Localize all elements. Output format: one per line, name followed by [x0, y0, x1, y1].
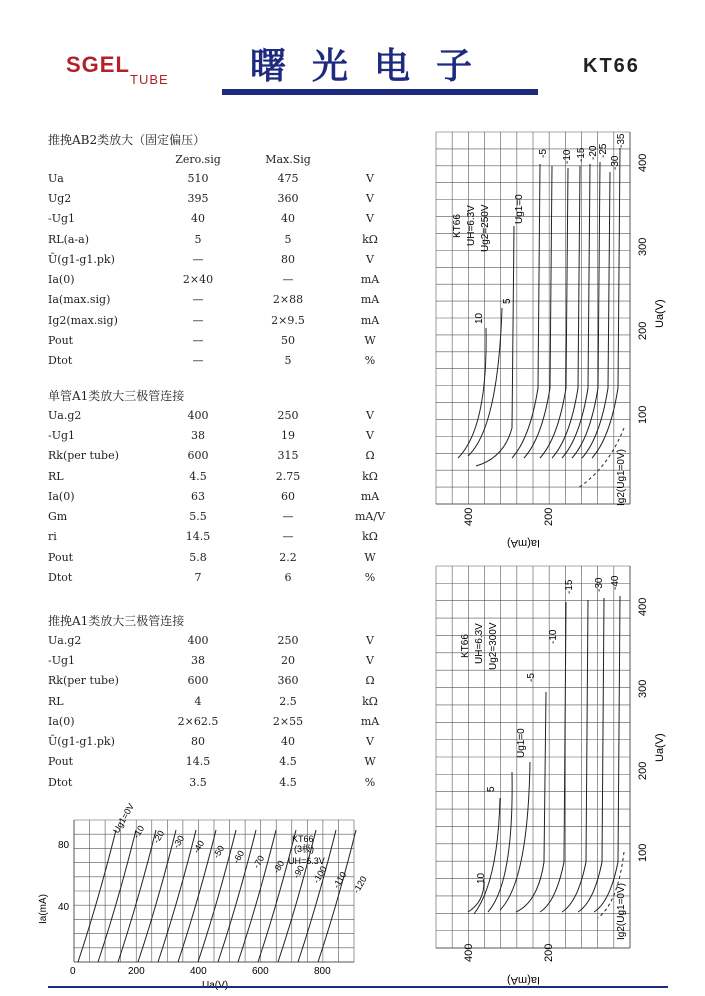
- value-a-cell: 2×40: [182, 273, 214, 287]
- value-b-cell: 19: [281, 428, 295, 442]
- chart1-series-label: 10: [474, 312, 485, 324]
- param-cell: ri: [48, 530, 57, 544]
- chart2-ytick: 200: [637, 761, 649, 780]
- chart3-series-label: -70: [251, 853, 267, 870]
- table-row: [48, 567, 412, 587]
- table-row: [48, 290, 412, 310]
- value-b-cell: 2×9.5: [271, 313, 305, 327]
- table-row: [48, 650, 412, 670]
- chart2-series-label: -30: [594, 577, 605, 592]
- chart2-ylabel: Ua(V): [654, 733, 666, 762]
- value-a-cell: 14.5: [185, 530, 211, 544]
- chart2-curve: [474, 798, 500, 914]
- chart3-series-label: -30: [171, 833, 187, 850]
- value-b-cell: 250: [277, 408, 299, 422]
- table-row: [48, 209, 412, 229]
- value-b-cell: 60: [281, 489, 295, 503]
- table-row: [48, 547, 412, 567]
- param-cell: Ia(0): [48, 714, 75, 728]
- value-a-cell: 2×62.5: [177, 714, 219, 728]
- table-row: [48, 486, 412, 506]
- table-row: [48, 506, 412, 526]
- chart3-curve: [78, 830, 116, 962]
- chart2-xlabel: Ia(mA): [507, 974, 540, 986]
- chart1-xtick: 400: [463, 507, 475, 526]
- chart2-labels: [460, 575, 666, 986]
- chart3-xtick: 800: [314, 966, 331, 977]
- chart2-series-label: -5: [526, 673, 537, 682]
- value-a-cell: 600: [187, 449, 209, 463]
- value-b-cell: 2×55: [272, 714, 304, 728]
- value-a-cell: 3.5: [189, 775, 207, 789]
- chart3-legend: UH=6.3V: [288, 856, 325, 866]
- chart3-series-label: -110: [331, 869, 349, 890]
- table-row: [48, 269, 412, 289]
- spec-table-pushpull-a1: [48, 630, 412, 792]
- value-a-cell: 5.8: [189, 550, 207, 564]
- chart2-curve: [500, 762, 530, 910]
- unit-cell: V: [366, 735, 374, 749]
- chart2-legend: KT66: [460, 634, 471, 658]
- chart3-ytick: 40: [58, 902, 70, 913]
- value-a-cell: 40: [191, 212, 205, 226]
- unit-cell: V: [366, 408, 374, 422]
- col-header-max-sig: Max.Sig: [265, 152, 311, 166]
- chart3-xtick: 600: [252, 966, 269, 977]
- table-row: [48, 249, 412, 269]
- model-name: KT66: [583, 55, 640, 77]
- section-title-ab2: 推挽AB2类放大（固定偏压）: [48, 133, 206, 147]
- table-row: [48, 711, 412, 731]
- unit-cell: kΩ: [362, 232, 378, 246]
- param-cell: Ia(0): [48, 273, 75, 287]
- unit-cell: Ω: [365, 674, 375, 688]
- param-cell: Ug2: [48, 191, 72, 205]
- param-cell: Ū(g1-g1.pk): [48, 252, 115, 266]
- section-title-pushpull-a1: 推挽A1类放大三极管连接: [48, 614, 185, 628]
- unit-cell: kΩ: [362, 469, 378, 483]
- chart1-legend: KT66: [452, 214, 463, 238]
- param-cell: Ua.g2: [48, 408, 82, 422]
- value-b-cell: 40: [281, 212, 295, 226]
- chart2-curve: [488, 772, 512, 912]
- chart3-series-label: -40: [191, 838, 207, 855]
- unit-cell: V: [366, 212, 374, 226]
- value-b-cell: 360: [277, 674, 299, 688]
- value-a-cell: 4: [194, 694, 202, 708]
- param-cell: -Ug1: [48, 428, 76, 442]
- chart-pentode-ug2-300: [428, 562, 678, 987]
- chart-triode: [30, 801, 369, 992]
- chart1-ytick: 200: [637, 321, 649, 340]
- unit-cell: W: [364, 755, 376, 769]
- chart1-grid: [436, 132, 630, 504]
- chart2-series-label: -40: [610, 575, 621, 590]
- value-b-cell: —: [282, 273, 294, 287]
- param-cell: Gm: [48, 510, 68, 524]
- chart3-curve: [118, 830, 156, 962]
- chart2-curve: [578, 598, 604, 912]
- param-cell: Ia(0): [48, 489, 75, 503]
- unit-cell: W: [364, 334, 376, 348]
- chart3-legend: KT66: [292, 834, 314, 844]
- chart2-legend: UH=6.3V: [474, 623, 485, 664]
- table-row: [48, 466, 412, 486]
- unit-cell: V: [366, 428, 374, 442]
- chart1-series-label: -35: [616, 133, 627, 148]
- chart3-series-label: -120: [351, 874, 369, 895]
- chart1-labels: [452, 133, 666, 549]
- unit-cell: V: [366, 191, 374, 205]
- value-a-cell: 395: [187, 191, 209, 205]
- chart3-series-label: -90: [291, 863, 307, 880]
- chart1-ytick: 300: [637, 237, 649, 256]
- value-a-cell: 400: [187, 408, 209, 422]
- value-b-cell: 5: [284, 354, 292, 368]
- table-row: [48, 691, 412, 711]
- chart1-xtick: 200: [543, 507, 555, 526]
- unit-cell: V: [366, 633, 374, 647]
- param-cell: Dtot: [48, 571, 73, 585]
- value-a-cell: —: [192, 334, 204, 348]
- chart2-xtick: 200: [543, 943, 555, 962]
- table-row: [48, 446, 412, 466]
- chart3-curve: [98, 830, 136, 962]
- chart1-legend: Ug2=250V: [480, 204, 491, 252]
- param-cell: Ig2(max.sig): [48, 313, 118, 327]
- value-b-cell: 2×88: [272, 293, 304, 307]
- value-b-cell: 2.75: [275, 469, 301, 483]
- chart1-series-label: Ug1=0: [514, 194, 525, 224]
- chart2-ytick: 300: [637, 679, 649, 698]
- param-cell: -Ug1: [48, 653, 76, 667]
- chart2-ytick: 400: [637, 597, 649, 616]
- chart1-series-label: -20: [588, 145, 599, 160]
- value-a-cell: 7: [194, 571, 202, 585]
- chart1-curve: [458, 328, 486, 458]
- chart2-series-label: Ug1=0: [516, 728, 527, 758]
- chart1-ytick: 100: [637, 405, 649, 424]
- chart1-series-label: 5: [502, 298, 513, 304]
- chart3-ytick: 80: [58, 840, 70, 851]
- value-b-cell: 4.5: [279, 755, 297, 769]
- chart3-series-label: -20: [151, 828, 167, 845]
- chart3-xtick: 0: [70, 966, 76, 977]
- unit-cell: mA: [360, 293, 380, 307]
- value-a-cell: 5: [194, 232, 202, 246]
- value-a-cell: 80: [191, 735, 205, 749]
- value-a-cell: 14.5: [185, 755, 211, 769]
- param-cell: Ū(g1-g1.pk): [48, 735, 115, 749]
- unit-cell: mA: [360, 273, 380, 287]
- value-b-cell: 40: [281, 735, 295, 749]
- param-cell: Ua: [48, 171, 64, 185]
- chart1-series-label: -25: [598, 143, 609, 158]
- chart3-ylabel: Ia(mA): [38, 894, 49, 924]
- value-a-cell: 510: [187, 171, 209, 185]
- chart1-curve: [476, 226, 514, 466]
- value-b-cell: 360: [277, 191, 299, 205]
- unit-cell: %: [364, 775, 376, 789]
- chart3-curve: [318, 830, 356, 962]
- value-a-cell: —: [192, 293, 204, 307]
- value-b-cell: 2.2: [279, 550, 297, 564]
- param-cell: Pout: [48, 334, 74, 348]
- value-b-cell: 5: [284, 232, 292, 246]
- unit-cell: V: [366, 252, 374, 266]
- chart3-series-label: -80: [271, 858, 287, 875]
- chart3-xtick: 200: [128, 966, 145, 977]
- table-row: [48, 310, 412, 330]
- col-header-zero-sig: Zero.sig: [175, 152, 221, 166]
- chart1-screen-label: Ig2(Ug1=0V): [616, 449, 627, 506]
- unit-cell: %: [364, 571, 376, 585]
- chart3-curve: [258, 830, 296, 962]
- param-cell: -Ug1: [48, 212, 76, 226]
- table-row: [48, 351, 412, 371]
- chart1-series-label: -5: [538, 149, 549, 158]
- value-b-cell: 6: [284, 571, 292, 585]
- section-title-single-a1: 单管A1类放大三极管连接: [48, 389, 185, 403]
- chart3-curve: [138, 830, 176, 962]
- value-b-cell: 4.5: [279, 775, 297, 789]
- bottom-rule: [48, 986, 668, 988]
- chart2-curve: [516, 692, 546, 912]
- table-row: [48, 731, 412, 751]
- chart1-series-label: -30: [610, 155, 621, 170]
- chart1-curve: [524, 166, 552, 458]
- unit-cell: mA: [360, 489, 380, 503]
- chart1-series-label: -10: [562, 149, 573, 164]
- unit-cell: mA/V: [354, 510, 386, 524]
- table-row: [48, 671, 412, 691]
- chart2-xtick: 400: [463, 943, 475, 962]
- table-row: [48, 168, 412, 188]
- chart3-series-label: -60: [231, 848, 247, 865]
- value-a-cell: —: [192, 354, 204, 368]
- title-underline: [222, 89, 538, 95]
- table-row: [48, 330, 412, 350]
- spec-table-ab2: [48, 150, 412, 371]
- chart2-legend: Ug2=300V: [488, 622, 499, 670]
- param-cell: Dtot: [48, 354, 73, 368]
- value-a-cell: —: [192, 313, 204, 327]
- value-a-cell: 63: [191, 489, 205, 503]
- chart1-curve: [552, 166, 580, 458]
- unit-cell: V: [366, 653, 374, 667]
- unit-cell: %: [364, 354, 376, 368]
- logo-sub-text: TUBE: [130, 72, 169, 87]
- value-b-cell: 2.5: [279, 694, 297, 708]
- table-row: [48, 405, 412, 425]
- table-row: [48, 188, 412, 208]
- table-row: [48, 752, 412, 772]
- value-a-cell: 600: [187, 674, 209, 688]
- chart2-series-label: 5: [486, 786, 497, 792]
- page-title: 曙光电子: [250, 46, 499, 87]
- value-b-cell: 315: [277, 449, 299, 463]
- table-row: [48, 630, 412, 650]
- unit-cell: mA: [360, 714, 380, 728]
- chart3-series-label: -100: [311, 864, 329, 885]
- value-b-cell: —: [282, 510, 294, 524]
- chart1-ytick: 400: [637, 153, 649, 172]
- value-b-cell: 50: [281, 334, 295, 348]
- table-row: [48, 527, 412, 547]
- chart1-curve: [592, 148, 620, 458]
- param-cell: Ua.g2: [48, 633, 82, 647]
- value-a-cell: 38: [191, 428, 205, 442]
- chart2-series-label: -10: [548, 629, 559, 644]
- param-cell: RL: [48, 469, 64, 483]
- chart3-series-label: -50: [211, 843, 227, 860]
- value-a-cell: 4.5: [189, 469, 207, 483]
- unit-cell: W: [364, 550, 376, 564]
- param-cell: Pout: [48, 755, 74, 769]
- chart1-curve: [572, 162, 600, 458]
- chart3-xtick: 400: [190, 966, 207, 977]
- chart-pentode-ug2-250: [428, 128, 678, 553]
- chart3-series-label: Ug1=0V: [111, 801, 137, 835]
- unit-cell: V: [366, 171, 374, 185]
- param-cell: Rk(per tube): [48, 674, 119, 688]
- value-b-cell: —: [282, 530, 294, 544]
- chart3-labels: [38, 834, 331, 991]
- value-a-cell: 5.5: [189, 510, 207, 524]
- chart3-series-label: -10: [131, 823, 147, 840]
- table-row: [48, 229, 412, 249]
- logo-main-text: SGEL: [66, 52, 130, 77]
- value-a-cell: 38: [191, 653, 205, 667]
- value-b-cell: 80: [281, 252, 295, 266]
- chart3-legend: (3极): [294, 844, 314, 854]
- chart2-series-label: 10: [476, 872, 487, 884]
- param-cell: RL(a-a): [48, 232, 90, 246]
- chart1-xlabel: Ia(mA): [507, 537, 540, 549]
- chart2-series-label: -15: [564, 579, 575, 594]
- unit-cell: Ω: [365, 449, 375, 463]
- unit-cell: mA: [360, 313, 380, 327]
- chart1-curve: [582, 172, 610, 458]
- chart1-legend: UH=6.3V: [466, 205, 477, 246]
- chart2-grid: [436, 566, 630, 948]
- chart2-screen-label: Ig2(Ug1=0V): [616, 883, 627, 940]
- spec-table-single-a1: [48, 405, 412, 588]
- value-a-cell: —: [192, 252, 204, 266]
- unit-cell: kΩ: [362, 694, 378, 708]
- param-cell: Pout: [48, 550, 74, 564]
- param-cell: Rk(per tube): [48, 449, 119, 463]
- chart2-curve: [468, 882, 484, 912]
- value-b-cell: 475: [277, 171, 299, 185]
- param-cell: Ia(max.sig): [48, 293, 111, 307]
- chart1-series-label: -15: [576, 147, 587, 162]
- value-a-cell: 400: [187, 633, 209, 647]
- chart2-ytick: 100: [637, 843, 649, 862]
- value-b-cell: 250: [277, 633, 299, 647]
- param-cell: RL: [48, 694, 64, 708]
- chart3-curve: [238, 830, 276, 962]
- logo: [66, 52, 169, 87]
- param-cell: Dtot: [48, 775, 73, 789]
- unit-cell: kΩ: [362, 530, 378, 544]
- table-row: [48, 425, 412, 445]
- chart1-ylabel: Ua(V): [654, 299, 666, 328]
- table-row: [48, 772, 412, 792]
- value-b-cell: 20: [281, 653, 295, 667]
